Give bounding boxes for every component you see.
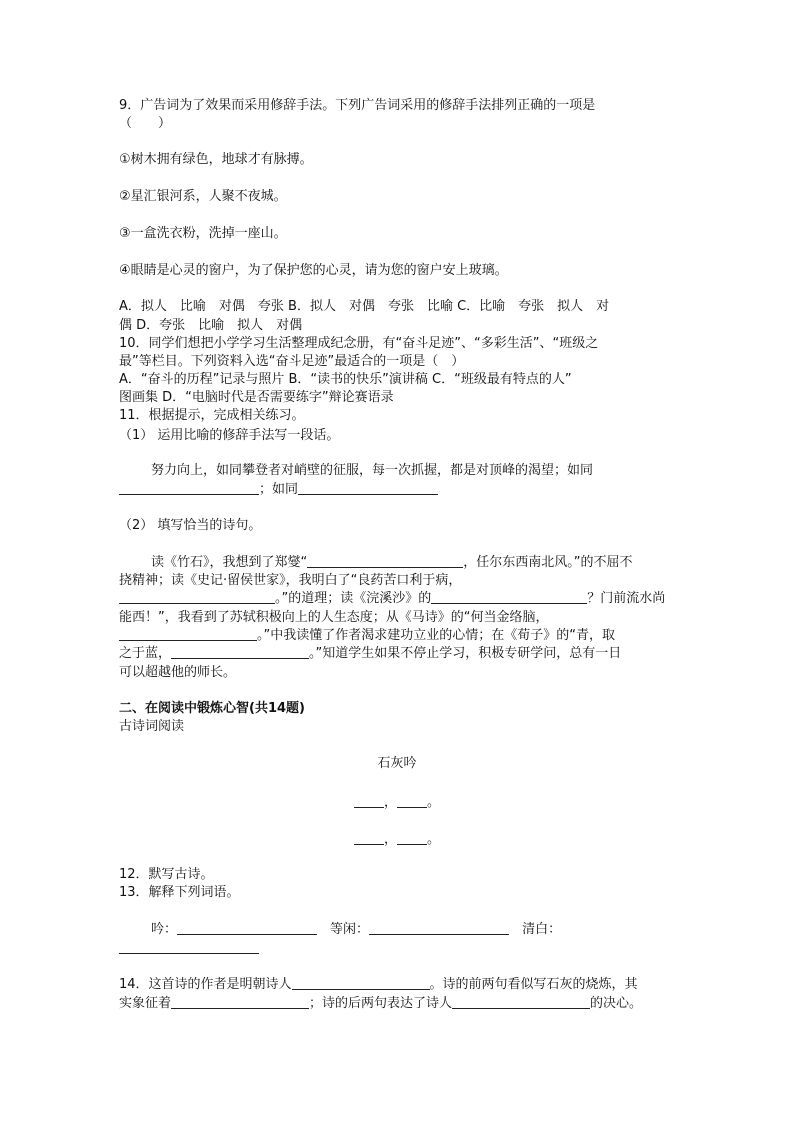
q9-answer-paren: （ ） (119, 116, 172, 131)
blank[interactable] (171, 645, 309, 659)
blank[interactable] (119, 481, 259, 495)
blank[interactable] (369, 921, 509, 935)
blank[interactable] (354, 831, 384, 845)
q14-line2: 实象征着 ；诗的后两句表达了诗人 的决心。 (119, 996, 643, 1011)
blank[interactable] (119, 940, 259, 954)
q11-title: 11．根据提示，完成相关练习。 (119, 408, 305, 423)
blank[interactable] (397, 831, 427, 845)
q11-sub2-line6: 之于蓝， 。”知道学生如果不停止学习，积极专研学问，总有一日 (119, 646, 622, 661)
section-subheading: 古诗词阅读 (119, 719, 185, 734)
q10-line2: 最”等栏目。下列资料入选“奋斗足迹”最适合的一项是（ ） (119, 354, 465, 369)
blank[interactable] (431, 590, 587, 604)
blank[interactable] (298, 481, 438, 495)
q11-sub1: （1） 运用比喻的修辞手法写一段话。 (119, 428, 340, 443)
poem-line-2: ， 。 (0, 831, 794, 849)
poem-line-1: ， 。 (0, 794, 794, 812)
q11-sub2: （2） 填写恰当的诗句。 (119, 518, 262, 533)
q11-sub2-line5: 。”中我读懂了作者渴求建功立业的心情；在《荀子》的“青，取 (119, 627, 615, 645)
q9-item-2: ②星汇银河系，人聚不夜城。 (119, 189, 287, 204)
q9-item-3: ③一盒洗衣粉，洗掉一座山。 (119, 226, 287, 241)
blank[interactable] (452, 995, 590, 1009)
q11-sub2-line1: 读《竹石》，我想到了郑燮“ ，任尔东西南北风。”的不屈不 (151, 555, 633, 570)
q11-sub1-blanks: ；如同 (119, 481, 438, 499)
poem-title: 石灰吟 (377, 756, 417, 771)
blank[interactable] (354, 794, 384, 808)
q9-options-line1: A．拟人 比喻 对偶 夸张 B．拟人 对偶 夸张 比喻 C．比喻 夸张 拟人 对 (119, 299, 610, 314)
q12-title: 12．默写古诗。 (119, 867, 214, 882)
q9-options-line2: 偶 D．夸张 比喻 拟人 对偶 (119, 318, 303, 333)
q10-line1: 10．同学们想把小学学习生活整理成纪念册，有“奋斗足迹”、“多彩生活”、“班级之 (119, 336, 599, 351)
q10-options-line1: A．“奋斗的历程”记录与照片 B．“读书的快乐”演讲稿 C．“班级最有特点的人” (119, 372, 572, 387)
section-heading: 二、在阅读中锻炼心智(共14题) (119, 701, 305, 716)
q14-line1: 14．这首诗的作者是明朝诗人 。诗的前两句看似写石灰的烧炼，其 (119, 977, 638, 992)
q11-sub1-prompt: 努力向上，如同攀登者对峭壁的征服，每一次抓握，都是对顶峰的渴望；如同 (151, 463, 594, 478)
q13-blank-row (119, 940, 259, 958)
blank[interactable] (177, 921, 317, 935)
blank[interactable] (397, 794, 427, 808)
blank[interactable] (119, 627, 257, 641)
q9-item-1: ①树木拥有绿色，地球才有脉搏。 (119, 152, 313, 167)
q13-title: 13．解释下列词语。 (119, 885, 240, 900)
q11-sub2-line4: 能西！”，我看到了苏轼积极向上的人生态度；从《马诗》的“何当金络脑， (119, 610, 549, 625)
q9-stem: 9．广告词为了效果而采用修辞手法。下列广告词采用的修辞手法排列正确的一项是 (119, 98, 596, 113)
blank[interactable] (307, 554, 463, 568)
blank[interactable] (171, 995, 309, 1009)
q13-terms: 吟： 等闲： 清白： (151, 922, 562, 937)
q11-sub2-line7: 可以超越他的师长。 (119, 665, 237, 680)
blank[interactable] (119, 590, 275, 604)
q11-sub2-line3: 。”的道理；读《浣溪沙》的 ？门前流水尚 (119, 590, 665, 608)
q9-item-4: ④眼睛是心灵的窗户，为了保护您的心灵，请为您的窗户安上玻璃。 (119, 263, 508, 278)
q11-sub2-line2: 挠精神；读《史记·留侯世家》，我明白了“良药苦口利于病， (119, 573, 462, 588)
q10-options-line2: 图画集 D．“电脑时代是否需要练字”辩论赛语录 (119, 390, 394, 405)
blank[interactable] (292, 976, 430, 990)
